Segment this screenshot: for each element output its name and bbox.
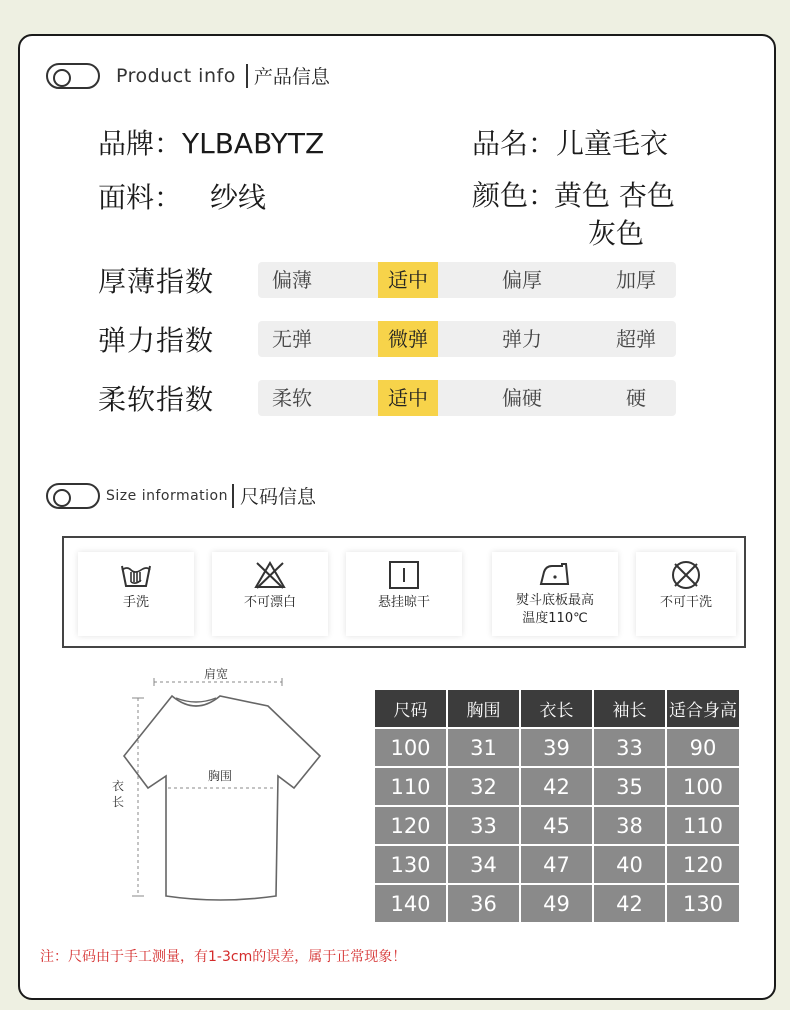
care-no-dry-clean	[636, 552, 736, 636]
table-cell: 49	[521, 885, 592, 922]
table-cell: 90	[667, 729, 739, 766]
brand: 品牌：YLBABYTZ	[98, 127, 325, 160]
table-cell: 47	[521, 846, 592, 883]
care-label: 温度110℃	[522, 611, 588, 626]
table-cell: 42	[521, 768, 592, 805]
table-cell: 130	[375, 846, 446, 883]
index-scale	[258, 262, 676, 298]
table-cell: 34	[448, 846, 519, 883]
care-label: 悬挂晾干	[377, 595, 430, 610]
index-option-selected: 微弹	[378, 321, 438, 357]
material-value: 纱线	[210, 181, 267, 214]
size-info-en: Size information	[106, 487, 228, 504]
index-option: 超弹	[616, 327, 656, 351]
product-info-header	[46, 62, 330, 89]
table-row	[375, 807, 739, 844]
chest-label: 胸围	[208, 769, 233, 783]
size-info-cn: 尺码信息	[240, 486, 317, 508]
iron-icon	[538, 560, 572, 588]
table-row	[375, 729, 739, 766]
care-label: 手洗	[122, 595, 149, 610]
table-row	[375, 846, 739, 883]
table-cell: 120	[667, 846, 739, 883]
table-cell: 120	[375, 807, 446, 844]
size-info-header	[46, 482, 316, 509]
index-scale	[258, 321, 676, 357]
index-option: 偏薄	[272, 268, 312, 292]
care-label: 不可干洗	[659, 595, 712, 610]
index-label: 柔软指数	[98, 383, 215, 416]
index-label: 弹力指数	[98, 324, 215, 357]
color-value-2: 灰色	[588, 217, 645, 250]
table-cell: 38	[594, 807, 665, 844]
table-cell: 140	[375, 885, 446, 922]
care-no-bleach	[212, 552, 328, 636]
table-cell: 32	[448, 768, 519, 805]
product-name: 品名：儿童毛衣	[472, 127, 669, 160]
table-cell: 110	[667, 807, 739, 844]
table-cell: 42	[594, 885, 665, 922]
table-row	[375, 768, 739, 805]
table-cell: 31	[448, 729, 519, 766]
product-info-en: Product info	[116, 64, 236, 87]
divider	[232, 484, 234, 508]
color-label: 颜色：	[472, 179, 557, 212]
index-label: 厚薄指数	[98, 265, 215, 298]
tshirt-diagram	[98, 667, 338, 916]
table-row	[375, 885, 739, 922]
table-header-row	[375, 690, 739, 727]
index-option-selected: 适中	[378, 380, 438, 416]
index-option-selected: 适中	[378, 262, 438, 298]
table-cell: 39	[521, 729, 592, 766]
divider	[246, 64, 248, 88]
table-cell: 100	[375, 729, 446, 766]
table-cell: 130	[667, 885, 739, 922]
index-option: 无弹	[272, 327, 312, 351]
index-option: 弹力	[502, 327, 542, 351]
no-dry-clean-icon	[669, 560, 703, 590]
length-label: 衣长	[112, 779, 125, 809]
table-header-cell: 尺码	[375, 690, 446, 727]
no-bleach-icon	[253, 560, 287, 590]
index-option: 偏硬	[502, 386, 542, 410]
table-cell: 36	[448, 885, 519, 922]
size-table	[373, 688, 741, 924]
index-option: 加厚	[616, 268, 656, 292]
care-iron	[492, 552, 618, 636]
hand-wash-icon	[119, 560, 153, 590]
hang-dry-icon	[387, 560, 421, 590]
index-scale	[258, 380, 676, 416]
toggle-icon	[46, 63, 100, 89]
shoulder-label: 肩宽	[204, 667, 229, 681]
product-info-cn: 产品信息	[253, 66, 330, 88]
care-label: 熨斗底板最高	[515, 593, 594, 608]
color-value-1: 黄色 杏色	[554, 179, 675, 212]
table-cell: 35	[594, 768, 665, 805]
material-label: 面料：	[98, 181, 183, 214]
table-cell: 40	[594, 846, 665, 883]
table-cell: 100	[667, 768, 739, 805]
care-label: 不可漂白	[243, 595, 296, 610]
measurement-note: 注：尺码由于手工测量，有1-3cm的误差，属于正常现象！	[40, 949, 407, 965]
table-cell: 110	[375, 768, 446, 805]
care-instructions	[62, 536, 746, 648]
product-card	[18, 34, 776, 1000]
care-hang-dry	[346, 552, 462, 636]
table-cell: 45	[521, 807, 592, 844]
care-hand-wash	[78, 552, 194, 636]
table-header-cell: 袖长	[594, 690, 665, 727]
toggle-icon	[46, 483, 100, 509]
table-cell: 33	[448, 807, 519, 844]
table-cell: 33	[594, 729, 665, 766]
table-header-cell: 胸围	[448, 690, 519, 727]
index-option: 偏厚	[502, 268, 542, 292]
table-header-cell: 适合身高	[667, 690, 739, 727]
index-option: 硬	[626, 386, 646, 410]
index-option: 柔软	[272, 386, 312, 410]
table-header-cell: 衣长	[521, 690, 592, 727]
